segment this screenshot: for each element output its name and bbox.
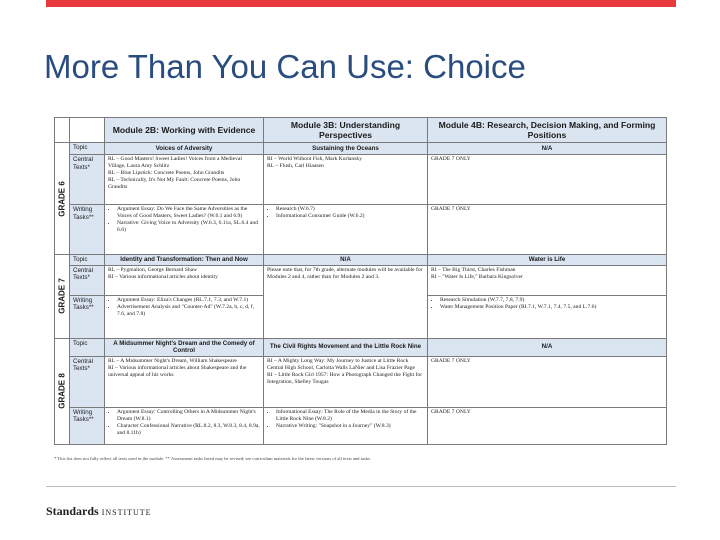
writing-task-list bbox=[108, 297, 260, 318]
topic-row bbox=[55, 338, 667, 356]
central-text-entry: RI – Various informational articles about Shakespeare and the universal appeal of his works bbox=[108, 364, 247, 378]
central-text-entry: RI – Little Rock Girl 1957: How a Photograph Changed the Fight for Integration, Shelley Tougas bbox=[267, 371, 423, 386]
topic-cell: N/A bbox=[264, 255, 428, 266]
topic-cell: Voices of Adversity bbox=[105, 143, 264, 155]
writing-task-item: • Research (W.6.7) bbox=[276, 206, 424, 213]
topic-cell: N/A bbox=[428, 338, 667, 356]
writing-tasks-cell bbox=[105, 407, 264, 444]
grade-label-cell bbox=[55, 143, 70, 255]
central-text-entry: RI – "Water Is Life," Barbara Kingsolver bbox=[431, 273, 523, 280]
central-text-entry: RI – A Mighty Long Way: My Journey to Justice at Little Rock Central High School, Carlotta Walls LaNier and Lisa Frazier Page bbox=[267, 357, 415, 371]
topic-label: Topic bbox=[70, 338, 105, 356]
standards-institute-logo bbox=[46, 504, 152, 519]
central-text-entry: RI – The Big Thirst, Charles Fishman bbox=[431, 266, 516, 273]
grade-label: GRADE 8 bbox=[57, 373, 67, 409]
topic-cell: N/A bbox=[428, 143, 667, 155]
central-texts-label: Central Texts* bbox=[70, 155, 105, 205]
writing-task-list bbox=[267, 409, 424, 430]
writing-task-item: • Research Simulation (W.7.7, 7.8, 7.9) bbox=[440, 297, 663, 304]
central-texts-row bbox=[55, 356, 667, 407]
central-text-entry: RL – Technically, It's Not My Fault: Concrete Poems, John Grandits bbox=[108, 177, 241, 191]
central-texts-cell bbox=[428, 356, 667, 407]
topic-cell: Water is Life bbox=[428, 255, 667, 266]
writing-task-entry: GRADE 7 ONLY bbox=[431, 206, 471, 212]
module-3b-header: Module 3B: Understanding Perspectives bbox=[264, 118, 428, 143]
grade-label-cell bbox=[55, 338, 70, 444]
writing-tasks-cell bbox=[264, 205, 428, 255]
central-texts-label: Central Texts* bbox=[70, 356, 105, 407]
footer-divider bbox=[46, 486, 676, 487]
writing-tasks-label: Writing Tasks** bbox=[70, 205, 105, 255]
central-text-entry: RL – Blue Lipstick: Concrete Poems, John Grandits bbox=[108, 170, 225, 177]
central-texts-cell bbox=[105, 356, 264, 407]
writing-task-item: • Narrative Writing: "Snapshot in a Journey" (W.8.3) bbox=[276, 423, 424, 430]
writing-tasks-label: Writing Tasks** bbox=[70, 295, 105, 338]
central-text-entry: RI – World Without Fish, Mark Kurlansky bbox=[267, 156, 362, 162]
central-text-entry: RL – Pygmalion, George Bernard Shaw bbox=[108, 266, 198, 273]
writing-task-list bbox=[108, 206, 260, 234]
module-4b-header: Module 4B: Research, Decision Making, and Forming Positions bbox=[428, 118, 667, 143]
central-texts-cell bbox=[428, 265, 667, 295]
writing-task-item: • Informational Essay: The Role of the Media in the Story of the Little Rock Nine (W.8.2) bbox=[276, 409, 424, 423]
writing-task-item: • Water Management Position Paper (RI.7.1, W.7.1, 7.4, 7.5, and L.7.6) bbox=[440, 304, 663, 311]
writing-task-list bbox=[108, 409, 260, 437]
grade-label-cell bbox=[55, 255, 70, 339]
central-texts-cell bbox=[428, 155, 667, 205]
writing-tasks-row bbox=[55, 205, 667, 255]
central-text-entry: GRADE 7 ONLY bbox=[431, 357, 471, 364]
central-text-entry: RL – A Midsummer Night's Dream, William Shakespeare bbox=[108, 357, 237, 364]
central-texts-row bbox=[55, 265, 667, 295]
topic-cell: Identity and Transformation: Then and Now bbox=[105, 255, 264, 266]
grade-label: GRADE 7 bbox=[57, 278, 67, 315]
central-text-entry: GRADE 7 ONLY bbox=[431, 156, 471, 162]
module-table-container bbox=[54, 117, 666, 445]
central-texts-cell bbox=[264, 155, 428, 205]
module-table bbox=[54, 117, 667, 445]
writing-task-item: • Advertisement Analysis and "Counter-Ad" (W.7.2a, b, c, d, f, 7.6, and 7.8) bbox=[117, 304, 260, 318]
writing-tasks-cell bbox=[428, 407, 667, 444]
central-texts-row bbox=[55, 155, 667, 205]
grade-label: GRADE 6 bbox=[57, 180, 67, 217]
writing-tasks-cell bbox=[264, 407, 428, 444]
writing-tasks-cell bbox=[428, 295, 667, 338]
topic-label: Topic bbox=[70, 143, 105, 155]
topic-row bbox=[55, 143, 667, 155]
writing-task-list bbox=[267, 206, 424, 220]
topic-cell: The Civil Rights Movement and the Little Rock Nine bbox=[264, 338, 428, 356]
central-texts-cell bbox=[264, 356, 428, 407]
header-corner-label bbox=[70, 118, 105, 143]
logo-main-text: Standards bbox=[46, 504, 99, 518]
writing-tasks-cell bbox=[105, 295, 264, 338]
writing-task-item: • Informational Consumer Guide (W.6.2) bbox=[276, 213, 424, 220]
central-texts-cell bbox=[105, 265, 264, 295]
writing-task-item: • Character Confessional Narrative (RL.8.2, 8.3, W.8.3, 8.4, 8.9a, and 8.11b) bbox=[117, 423, 260, 437]
writing-tasks-cell bbox=[428, 205, 667, 255]
writing-task-item: • Argument Essay: Eliza's Changes (RL.7.1, 7.3, and W.7.1) bbox=[117, 297, 260, 304]
slide-title: More Than You Can Use: Choice bbox=[44, 48, 526, 85]
logo-sub-text: INSTITUTE bbox=[101, 508, 152, 517]
central-texts-label: Central Texts* bbox=[70, 265, 105, 295]
header-corner-grade bbox=[55, 118, 70, 143]
central-texts-cell bbox=[105, 155, 264, 205]
central-text-entry: RL – Flush, Carl Hiaasen bbox=[267, 163, 324, 170]
header-row bbox=[55, 118, 667, 143]
writing-tasks-cell bbox=[105, 205, 264, 255]
topic-cell: A Midsummer Night's Dream and the Comedy of Control bbox=[105, 338, 264, 356]
central-text-entry: RL – Good Masters! Sweet Ladies! Voices from a Medieval Village, Laura Amy Schlitz bbox=[108, 156, 242, 170]
central-texts-cell bbox=[264, 265, 428, 338]
writing-task-item: • Argument Essay: Do We Face the Same Adversities as the Voices of Good Masters, Sweet Ladies? (W.6.1 and 6.9) bbox=[117, 206, 260, 220]
topic-cell: Sustaining the Oceans bbox=[264, 143, 428, 155]
writing-tasks-label: Writing Tasks** bbox=[70, 407, 105, 444]
central-text-entry: RI – Various informational articles about identity bbox=[108, 273, 218, 280]
writing-task-list bbox=[431, 297, 663, 311]
topic-row bbox=[55, 255, 667, 266]
writing-task-item: • Argument Essay: Controlling Others in A Midsummer Night's Dream (W.8.1) bbox=[117, 409, 260, 423]
topic-label: Topic bbox=[70, 255, 105, 266]
module-2b-header: Module 2B: Working with Evidence bbox=[105, 118, 264, 143]
central-text-entry: Please note that, for 7th grade, alternate modules will be available for Modules 2 and 4, rather than for Modules 2 and 3. bbox=[267, 266, 423, 280]
writing-task-item: • Narrative: Giving Voice to Adversity (W.6.3, 6.11a, SL.6.4 and 6.6) bbox=[117, 220, 260, 234]
writing-tasks-row bbox=[55, 407, 667, 444]
footnote: * This list does not fully reflect all texts used in the module. ** Assessment tasks listed may be revised; see curriculum materials for the latest versions of all texts and tasks. bbox=[54, 456, 371, 461]
top-accent-bar bbox=[46, 0, 676, 7]
writing-task-entry: GRADE 7 ONLY bbox=[431, 408, 471, 415]
